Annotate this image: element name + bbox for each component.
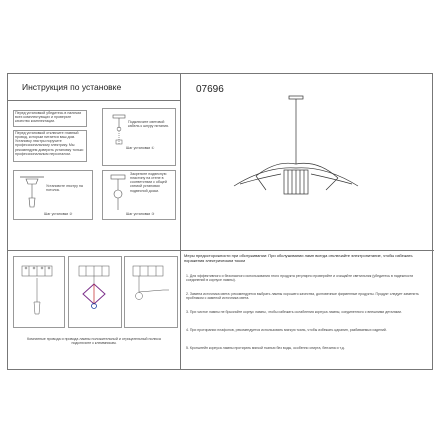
article-number: 07696 bbox=[196, 84, 224, 95]
wiring-illustration-1 bbox=[16, 262, 60, 322]
safety-item-4: 4. При протирании плафонов, рекомендуется использовать мягкую ткань, чтобы избежать царапин, разбиваемых изделий. bbox=[186, 328, 387, 332]
step2-illustration bbox=[18, 174, 46, 214]
step3-illustration bbox=[108, 174, 130, 214]
wiring-text: Комнатные провода и провода лампы положительный и отрицательный полюса подключите к клеммникам. bbox=[27, 337, 161, 346]
step1-text: Подключите световой кабель к шнуру питания. bbox=[128, 120, 169, 129]
safety-item-2: 2. Замена источника света: рекомендуется выбрать лампы хорошего качества, долговечные фирменные продукты. Продукт следует заменить пробником с заменой источника света. bbox=[186, 292, 419, 301]
step1-label: Шаг установки ① bbox=[126, 146, 155, 150]
wiring-illustration-3 bbox=[127, 262, 173, 322]
intro-text: Перед установкой убедитесь в наличии всех комплектующих и проверьте качество комплектации. bbox=[15, 111, 82, 124]
safety-divider bbox=[180, 250, 434, 251]
column-divider bbox=[180, 74, 181, 369]
instruction-sheet bbox=[7, 73, 433, 370]
step2-text: Установите люстру на потолок. bbox=[46, 184, 83, 193]
left-divider-mid bbox=[8, 250, 180, 251]
step3-text: Закрепите подвесную пластину на стене в соответствии с общей схемой установки подвесной доски. bbox=[130, 172, 167, 193]
wiring-illustration-2 bbox=[71, 262, 117, 322]
step1-illustration bbox=[110, 114, 130, 150]
pendant-lamp-illustration bbox=[226, 94, 366, 214]
safety-item-3: 3. При чистке лампы не брызгайте корпус лампы, чтобы избежать ослабления корпуса лампы, соединенного с внешними деталями. bbox=[186, 310, 402, 314]
step3-label: Шаг установки ③ bbox=[126, 212, 155, 216]
intro-text-2: Перед установкой отключите главный провод, которым питается ваш дом. Установку люстры поручите профессиональному электрику. Мы рекомендуем доверить установку только профессиональным персоналом. bbox=[15, 131, 84, 156]
page-title: Инструкция по установке bbox=[22, 82, 122, 92]
safety-item-1: 1. Для эффективного и безопасного использования этого продукта регулярно проверяйте и очищайте светильник (убедитесь в надежности соединений в корпусе лампы). bbox=[186, 274, 414, 283]
header-divider-left bbox=[8, 100, 180, 101]
safety-heading: Меры предосторожности при обслуживании: При обслуживании ламп всегда отключайте электропитание, чтобы избежать поражения электрическим током bbox=[184, 253, 413, 263]
safety-item-5: 5. Кронштейн корпуса лампы протирать мягкой тканью без воды, особенно спирта, бензина и т.д. bbox=[186, 346, 345, 350]
step2-label: Шаг установки ② bbox=[44, 212, 73, 216]
